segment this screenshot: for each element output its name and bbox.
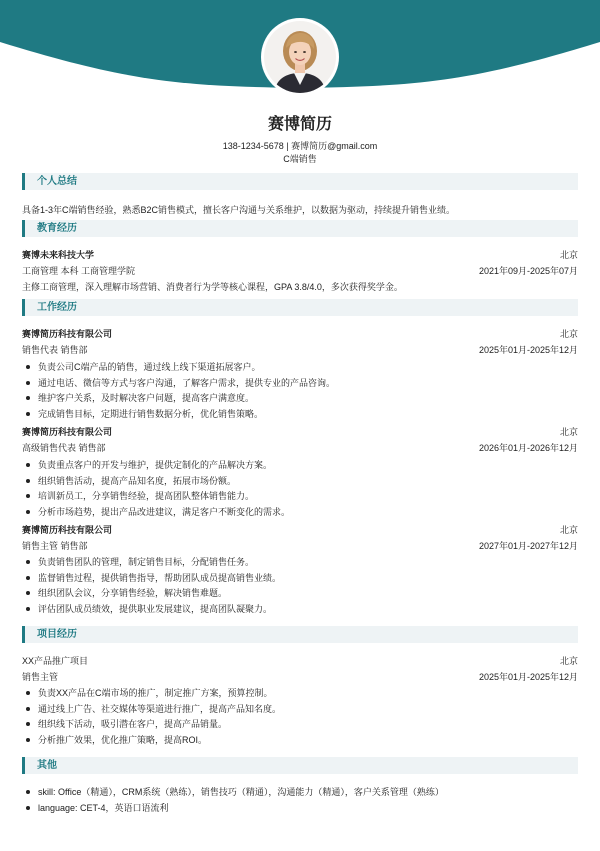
list-item: 分析推广效果，优化推广策略，提高ROI。 bbox=[22, 735, 578, 751]
list-item: 维护客户关系，及时解决客户问题，提高客户满意度。 bbox=[22, 393, 578, 409]
job-dates: 2025年01月-2025年12月 bbox=[478, 345, 578, 355]
list-item: 组织销售活动，提高产品知名度，拓展市场份额。 bbox=[22, 476, 578, 492]
list-item: 负责公司C端产品的销售，通过线上线下渠道拓展客户。 bbox=[22, 362, 578, 378]
job-location: 北京 bbox=[559, 427, 578, 437]
education-dates: 2021年09月-2025年07月 bbox=[478, 266, 578, 276]
list-item: 组织线下活动，吸引潜在客户，提高产品销量。 bbox=[22, 719, 578, 735]
list-item: 组织团队会议，分享销售经验，解决销售难题。 bbox=[22, 588, 578, 604]
list-item: 负责销售团队的管理，制定销售目标，分配销售任务。 bbox=[22, 557, 578, 573]
list-item: 通过电话、微信等方式与客户沟通，了解客户需求，提供专业的产品咨询。 bbox=[22, 378, 578, 394]
education-detail-row bbox=[22, 266, 578, 278]
project-location: 北京 bbox=[559, 656, 578, 666]
job-role: 销售主管 销售部 bbox=[22, 541, 88, 551]
contact-info: 138-1234-5678 | 赛博简历@gmail.com bbox=[222, 141, 378, 151]
language-item: language: CET-4，英语口语流利 bbox=[22, 803, 578, 819]
school-location: 北京 bbox=[559, 250, 578, 260]
list-item: 负责XX产品在C端市场的推广，制定推广方案，预算控制。 bbox=[22, 688, 578, 704]
list-item: 完成销售目标，定期进行销售数据分析，优化销售策略。 bbox=[22, 409, 578, 425]
resume-name: 赛博简历 bbox=[267, 116, 332, 133]
job-row bbox=[22, 427, 578, 439]
project-dates: 2025年01月-2025年12月 bbox=[478, 672, 578, 682]
job-bullets bbox=[22, 362, 578, 424]
list-item: 评估团队成员绩效，提供职业发展建议，提高团队凝聚力。 bbox=[22, 604, 578, 620]
job-role-row bbox=[22, 541, 578, 553]
section-header-other bbox=[22, 757, 578, 774]
summary-text: 具备1-3年C端销售经验，熟悉B2C销售模式，擅长客户沟通与关系维护，以数据为驱动，持续提升销售业绩。 bbox=[22, 205, 456, 215]
job-row bbox=[22, 329, 578, 341]
job-role-row bbox=[22, 345, 578, 357]
project-bullets bbox=[22, 688, 578, 750]
degree: 工商管理 本科 工商管理学院 bbox=[22, 266, 136, 276]
job-row bbox=[22, 525, 578, 537]
other-bullets bbox=[22, 787, 578, 818]
job-role: 销售代表 销售部 bbox=[22, 345, 88, 355]
list-item: 监督销售过程，提供销售指导，帮助团队成员提高销售业绩。 bbox=[22, 573, 578, 589]
job-dates: 2027年01月-2027年12月 bbox=[478, 541, 578, 551]
project-role-row bbox=[22, 672, 578, 684]
section-title: 其他 bbox=[37, 760, 57, 771]
education-detail: 主修工商管理，深入理解市场营销、消费者行为学等核心课程，GPA 3.8/4.0，多次获得奖学金。 bbox=[22, 282, 403, 292]
education-row bbox=[22, 250, 578, 262]
section-accent-bar bbox=[22, 299, 25, 316]
section-header-work bbox=[22, 299, 578, 316]
list-item: 培训新员工，分享销售经验，提高团队整体销售能力。 bbox=[22, 491, 578, 507]
profile-photo bbox=[264, 21, 336, 93]
project-role: 销售主管 bbox=[22, 672, 59, 682]
list-item: 分析市场趋势，提出产品改进建议，满足客户不断变化的需求。 bbox=[22, 507, 578, 523]
job-dates: 2026年01月-2026年12月 bbox=[478, 443, 578, 453]
job-role-row bbox=[22, 443, 578, 455]
company-name: 赛博简历科技有限公司 bbox=[22, 329, 113, 339]
company-name: 赛博简历科技有限公司 bbox=[22, 427, 113, 437]
project-name: XX产品推广项目 bbox=[22, 656, 89, 666]
section-accent-bar bbox=[22, 757, 25, 774]
section-title: 工作经历 bbox=[37, 302, 77, 313]
job-location: 北京 bbox=[559, 329, 578, 339]
job-objective: C端销售 bbox=[283, 154, 317, 164]
section-accent-bar bbox=[22, 626, 25, 643]
company-name: 赛博简历科技有限公司 bbox=[22, 525, 113, 535]
skill-item: skill: Office（精通），CRM系统（熟练），销售技巧（精通），沟通能力（精通），客户关系管理（熟练） bbox=[22, 787, 578, 803]
section-header-projects bbox=[22, 626, 578, 643]
job-bullets bbox=[22, 460, 578, 522]
avatar bbox=[264, 21, 336, 93]
school-name: 赛博未来科技大学 bbox=[22, 250, 95, 260]
project-row bbox=[22, 656, 578, 668]
section-header-education bbox=[22, 220, 578, 237]
list-item: 负责重点客户的开发与维护，提供定制化的产品解决方案。 bbox=[22, 460, 578, 476]
job-role: 高级销售代表 销售部 bbox=[22, 443, 106, 453]
job-bullets bbox=[22, 557, 578, 619]
section-accent-bar bbox=[22, 173, 25, 190]
section-header-summary bbox=[22, 173, 578, 190]
section-title: 个人总结 bbox=[37, 176, 77, 187]
job-location: 北京 bbox=[559, 525, 578, 535]
section-title: 教育经历 bbox=[37, 223, 77, 234]
section-title: 项目经历 bbox=[37, 629, 77, 640]
list-item: 通过线上广告、社交媒体等渠道进行推广，提高产品知名度。 bbox=[22, 704, 578, 720]
section-accent-bar bbox=[22, 220, 25, 237]
